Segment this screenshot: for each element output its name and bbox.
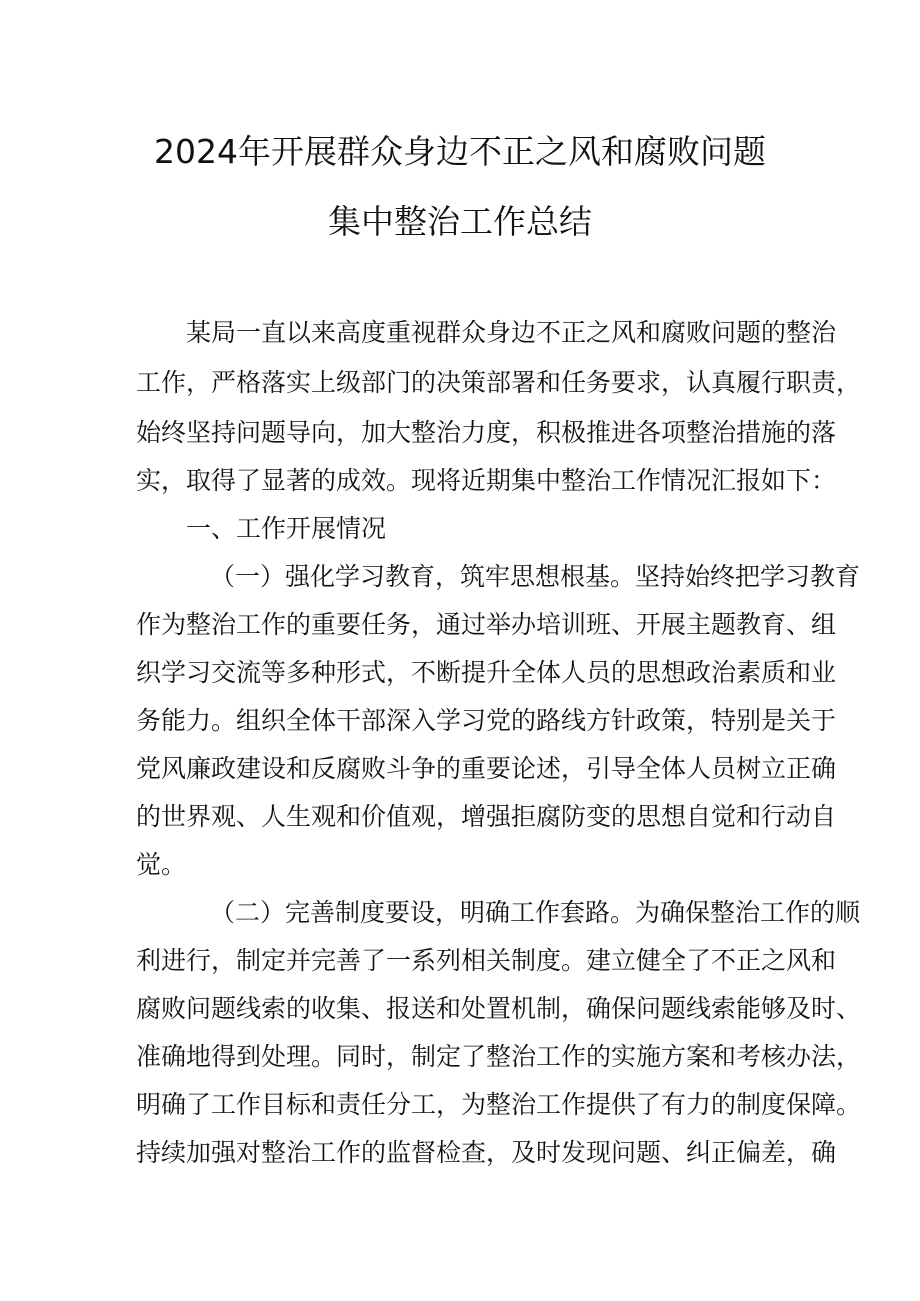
sub2-line-2: 利进行，制定并完善了一系列相关制度。建立健全了不正之风和 (136, 946, 837, 975)
sub2-line-1: （二）完善制度要设，明确工作套路。为确保整治工作的顺 (210, 898, 861, 927)
sub2-line-5: 明确了工作目标和责任分工，为整治工作提供了有力的制度保障。 (136, 1090, 862, 1119)
intro-line-3: 始终坚持问题导向，加大整治力度，积极推进各项整治措施的落 (136, 418, 837, 447)
sub2-line-3: 腐败问题线索的收集、报送和处置机制，确保问题线索能够及时、 (136, 994, 862, 1023)
sub2-line-4: 准确地得到处理。同时，制定了整治工作的实施方案和考核办法， (136, 1042, 862, 1071)
document-title-line-1: 2024年开展群众身边不正之风和腐败问题 (154, 132, 766, 171)
sub1-line-4: 务能力。组织全体干部深入学习党的路线方针政策，特别是关于 (136, 706, 837, 735)
sub1-line-2: 作为整治工作的重要任务，通过举办培训班、开展主题教育、组 (136, 610, 837, 639)
intro-line-2: 工作，严格落实上级部门的决策部署和任务要求，认真履行职责， (136, 368, 862, 397)
sub1-line-1: （一）强化学习教育，筑牢思想根基。坚持始终把学习教育 (210, 562, 861, 591)
sub1-line-7: 觉。 (136, 850, 187, 879)
intro-line-1: 某局一直以来高度重视群众身边不正之风和腐败问题的整治 (186, 318, 837, 347)
document-title-line-2: 集中整治工作总结 (328, 202, 592, 241)
sub1-line-3: 织学习交流等多种形式，不断提升全体人员的思想政治素质和业 (136, 658, 837, 687)
sub1-line-5: 党风廉政建设和反腐败斗争的重要论述，引导全体人员树立正确 (136, 754, 837, 783)
section-heading: 一、工作开展情况 (186, 514, 387, 543)
sub2-line-6: 持续加强对整治工作的监督检查，及时发现问题、纠正偏差，确 (136, 1138, 837, 1167)
sub1-line-6: 的世界观、人生观和价值观，增强拒腐防变的思想自觉和行动自 (136, 802, 837, 831)
intro-line-4: 实，取得了显著的成效。现将近期集中整治工作情况汇报如下： (136, 466, 837, 495)
